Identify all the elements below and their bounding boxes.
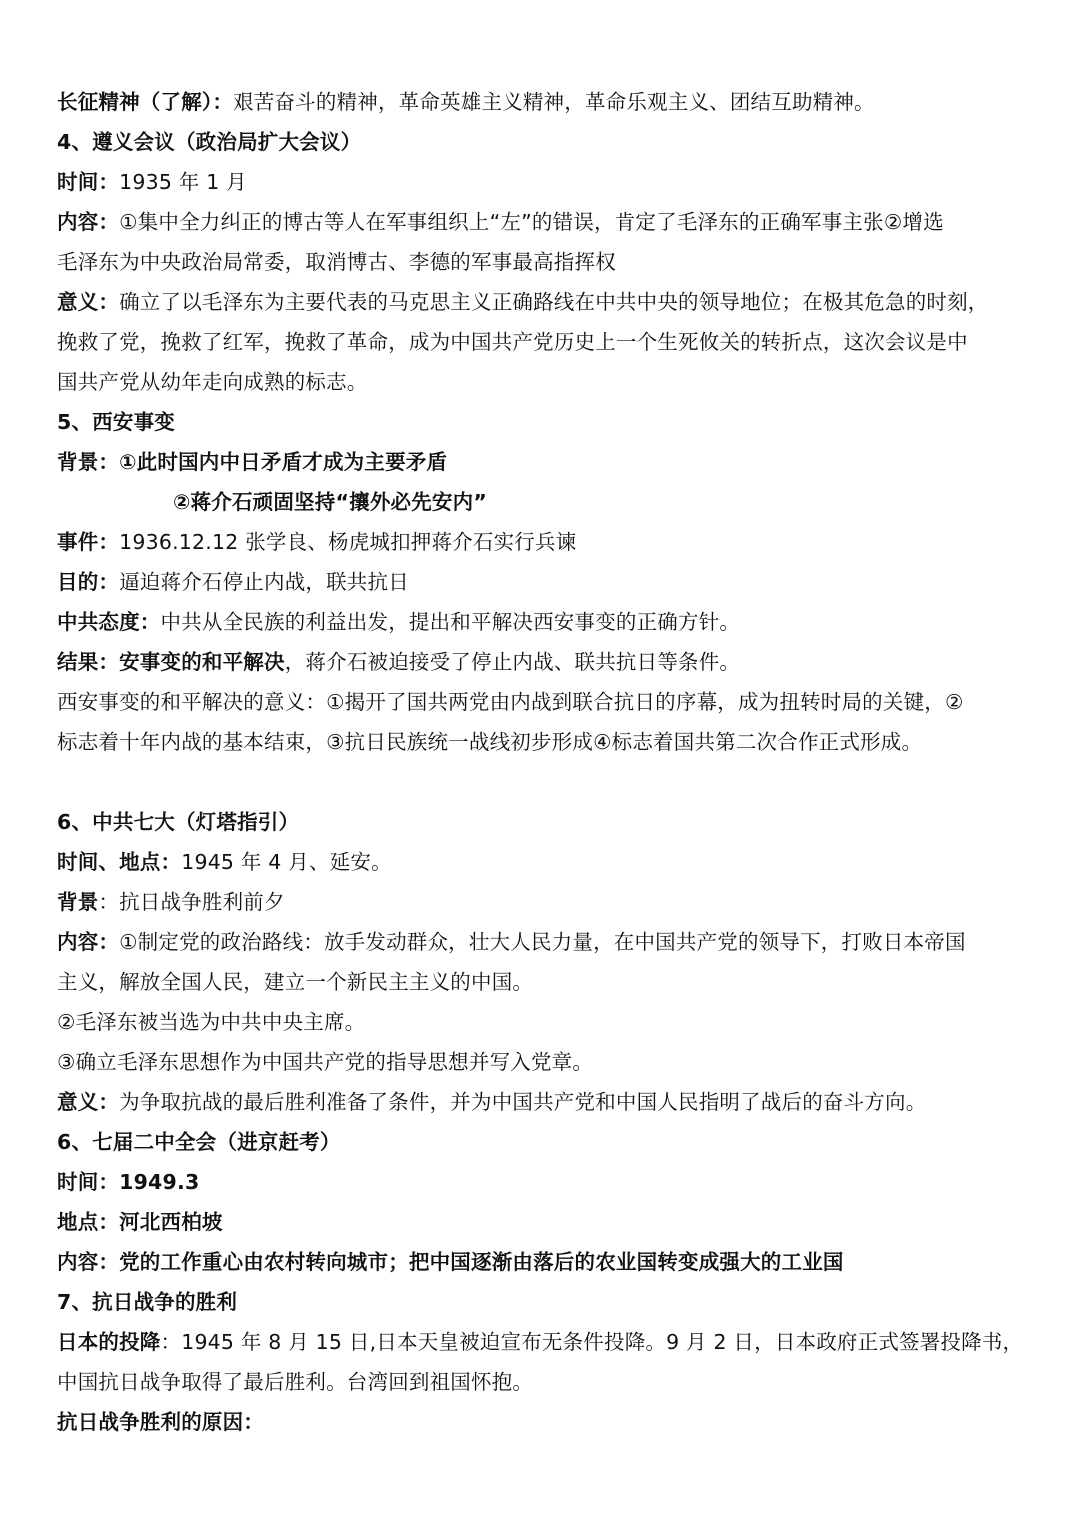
section-7-heading: 7、抗日战争的胜利 bbox=[57, 1290, 238, 1314]
xian-event-label: 事件： bbox=[57, 530, 120, 554]
surrender-line-2: 中国抗日战争取得了最后胜利。台湾回到祖国怀抱。 bbox=[57, 1370, 534, 1394]
plenum-place-line bbox=[57, 1202, 1037, 1242]
congress7-meaning-value: 为争取抗战的最后胜利准备了条件，并为中国共产党和中国人民指明了战后的奋斗方向。 bbox=[119, 1090, 927, 1114]
zunyi-meaning-line-1 bbox=[57, 282, 1037, 322]
zunyi-time-value: 1935 年 1 月 bbox=[119, 170, 247, 194]
xian-attitude-label: 中共态度： bbox=[57, 610, 161, 634]
long-march-spirit-label: 长征精神（了解）： bbox=[57, 90, 234, 114]
zunyi-time-line bbox=[57, 162, 1037, 202]
section-6-heading: 6、中共七大（灯塔指引） bbox=[57, 810, 300, 834]
xian-significance-line-1: 西安事变的和平解决的意义：①揭开了国共两党由内战到联合抗日的序幕，成为扭转时局的关键，② bbox=[57, 690, 964, 714]
xian-background-line-1 bbox=[57, 442, 1037, 482]
xian-attitude-value: 中共从全民族的利益出发，提出和平解决西安事变的正确方针。 bbox=[160, 610, 741, 634]
plenum-content-label: 内容： bbox=[57, 1250, 120, 1274]
long-march-spirit-line bbox=[57, 82, 1037, 122]
xian-event-line bbox=[57, 522, 1037, 562]
congress7-background-value: ：抗日战争胜利前夕 bbox=[98, 890, 285, 914]
plenum-time-label: 时间： bbox=[57, 1170, 120, 1194]
section-5-heading: 5、西安事变 bbox=[57, 410, 175, 434]
plenum-time-value: 1949.3 bbox=[119, 1170, 200, 1194]
zunyi-content-line-1 bbox=[57, 202, 1037, 242]
xian-result-rest: ，蒋介石被迫接受了停止内战、联共抗日等条件。 bbox=[284, 650, 741, 674]
surrender-text-1: ：1945 年 8 月 15 日,日本天皇被迫宣布无条件投降。9 月 2 日，日本政府正式签署投降书， bbox=[160, 1330, 1024, 1354]
xian-background-label: 背景： bbox=[57, 450, 120, 474]
xian-result-line bbox=[57, 642, 1037, 682]
xian-result-label: 结果： bbox=[57, 650, 120, 674]
zunyi-content-line-2: 毛泽东为中央政治局常委，取消博古、李德的军事最高指挥权 bbox=[57, 250, 616, 274]
section-4-heading: 4、遵义会议（政治局扩大会议） bbox=[57, 130, 362, 154]
xian-purpose-line bbox=[57, 562, 1037, 602]
congress7-timeplace-value: 1945 年 4 月、延安。 bbox=[181, 850, 392, 874]
congress7-content-line-4: ③确立毛泽东思想作为中国共产党的指导思想并写入党章。 bbox=[57, 1050, 594, 1074]
congress7-timeplace-label: 时间、地点： bbox=[57, 850, 182, 874]
congress7-content-line-1 bbox=[57, 922, 1037, 962]
congress7-meaning-label: 意义： bbox=[57, 1090, 120, 1114]
section-spacer bbox=[57, 762, 1037, 802]
long-march-spirit-text: 艰苦奋斗的精神，革命英雄主义精神，革命乐观主义、团结互助精神。 bbox=[233, 90, 875, 114]
zunyi-meaning-line-3: 国共产党从幼年走向成熟的标志。 bbox=[57, 370, 368, 394]
victory-reasons-label: 抗日战争胜利的原因： bbox=[57, 1410, 264, 1434]
xian-purpose-value: 逼迫蒋介石停止内战，联共抗日 bbox=[119, 570, 409, 594]
congress7-timeplace-line bbox=[57, 842, 1037, 882]
congress7-content-text-1: ①制定党的政治路线：放手发动群众，壮大人民力量，在中国共产党的领导下，打败日本帝国 bbox=[119, 930, 966, 954]
plenum-content-line bbox=[57, 1242, 1037, 1282]
zunyi-meaning-text-1: 确立了以毛泽东为主要代表的马克思主义正确路线在中共中央的领导地位；在极其危急的时刻， bbox=[119, 290, 989, 314]
congress7-meaning-line bbox=[57, 1082, 1037, 1122]
xian-background-text-1: ①此时国内中日矛盾才成为主要矛盾 bbox=[119, 450, 448, 474]
congress7-content-line-2: 主义，解放全国人民，建立一个新民主主义的中国。 bbox=[57, 970, 534, 994]
xian-attitude-line bbox=[57, 602, 1037, 642]
plenum-time-line bbox=[57, 1162, 1037, 1202]
xian-result-bold: 安事变的和平解决 bbox=[119, 650, 285, 674]
zunyi-meaning-label: 意义： bbox=[57, 290, 120, 314]
xian-significance-line-2: 标志着十年内战的基本结束，③抗日民族统一战线初步形成④标志着国共第二次合作正式形成。 bbox=[57, 730, 923, 754]
zunyi-meaning-line-2: 挽救了党，挽救了红军，挽救了革命，成为中国共产党历史上一个生死攸关的转折点，这次会议是中 bbox=[57, 330, 968, 354]
plenum-place-value: 河北西柏坡 bbox=[119, 1210, 223, 1234]
surrender-line-1 bbox=[57, 1322, 1037, 1362]
plenum-content-value: 党的工作重心由农村转向城市；把中国逐渐由落后的农业国转变成强大的工业国 bbox=[119, 1250, 844, 1274]
zunyi-content-text-1: ①集中全力纠正的博古等人在军事组织上“左”的错误，肯定了毛泽东的正确军事主张②增选 bbox=[119, 210, 944, 234]
congress7-content-line-3: ②毛泽东被当选为中共中央主席。 bbox=[57, 1010, 366, 1034]
congress7-background-line bbox=[57, 882, 1037, 922]
congress7-content-label: 内容： bbox=[57, 930, 120, 954]
xian-event-value: 1936.12.12 张学良、杨虎城扣押蒋介石实行兵谏 bbox=[119, 530, 577, 554]
xian-purpose-label: 目的： bbox=[57, 570, 120, 594]
zunyi-content-label: 内容： bbox=[57, 210, 120, 234]
congress7-background-label: 背景 bbox=[57, 890, 99, 914]
document-body bbox=[57, 82, 1037, 1442]
section-6b-heading: 6、七届二中全会（进京赶考） bbox=[57, 1130, 341, 1154]
xian-background-line-2: ②蒋介石顽固坚持“攘外必先安内” bbox=[173, 490, 488, 514]
surrender-label: 日本的投降 bbox=[57, 1330, 161, 1354]
plenum-place-label: 地点： bbox=[57, 1210, 120, 1234]
zunyi-time-label: 时间： bbox=[57, 170, 120, 194]
